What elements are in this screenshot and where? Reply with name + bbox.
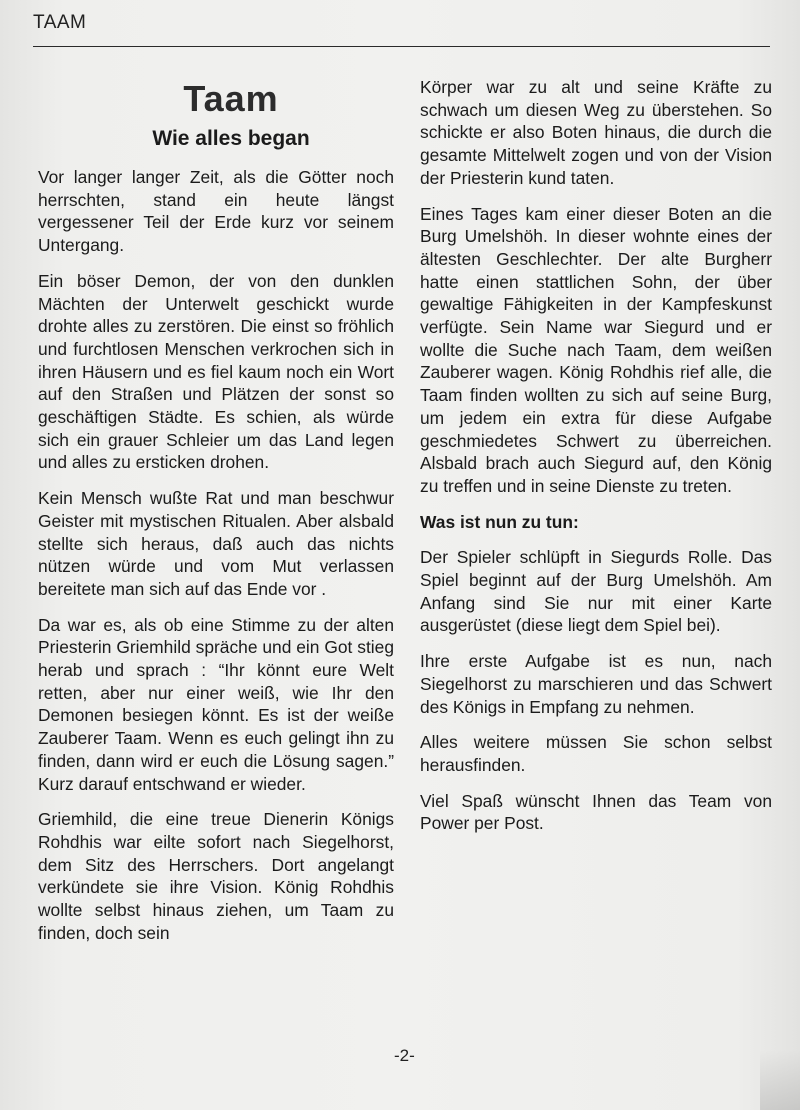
header-rule (33, 46, 770, 47)
paragraph: Ihre erste Aufgabe ist es nun, nach Siegelhorst zu marschieren und das Schwert des Königs in Empfang zu nehmen. (420, 651, 772, 717)
article-title: Taam (183, 78, 279, 119)
paragraph: Viel Spaß wünscht Ihnen das Team von Power per Post. (420, 790, 772, 834)
paragraph: Griemhild, die eine treue Dienerin Königs Rohdhis war eilte sofort nach Siegelhorst, dem Sitz des Herrschers. Dort angelangt verkündete sie ihre Vision. König Rohdhis wollte selbst hinaus ziehen, um Taam zu finden, doch sein (38, 809, 394, 943)
article-subtitle: Wie alles began (152, 127, 310, 150)
section-heading: Was ist nun zu tun: (420, 511, 579, 532)
right-column (420, 76, 772, 848)
paragraph: Da war es, als ob eine Stimme zu der alten Priesterin Griemhild spräche und ein Got stieg herab und sprach : “Ihr könnt eure Welt retten, aber nur einer weiß, wie Ihr den Demonen besiegen könnt. Es ist der weiße Zauberer Taam. Wenn es euch gelingt ihn zu finden, dann wird er euch die Lösung sagen.” Kurz darauf entschwand er wieder. (38, 614, 394, 794)
paragraph: Vor langer langer Zeit, als die Götter noch herrschten, stand ein heute längst vergessener Teil der Erde kurz vor seinem Untergang. (38, 167, 394, 256)
paragraph: Eines Tages kam einer dieser Boten an die Burg Umelshöh. In dieser wohnte eines der ältesten Geschlechter. Der alte Burgherr hatte einen stattlichen Sohn, der über gewaltige Fähigkeiten in der Kampfeskunst verfügte. Sein Name war Siegurd und er wollte die Suche nach Taam, dem weißen Zauberer wagen. König Rohdhis rief alle, die Taam finden wollten zu sich auf seine Burg, um jedem ein extra für diese Aufgabe geschmiedetes Schwert zu überreichen. Alsbald brach auch Siegurd auf, den König zu treffen und in seine Dienste zu treten. (420, 203, 772, 496)
running-header: TAAM (33, 12, 87, 33)
scan-edge-shadow (760, 1050, 800, 1110)
paragraph: Alles weitere müssen Sie schon selbst herausfinden. (420, 732, 772, 775)
page-number: -2- (394, 1046, 415, 1065)
paragraph: Ein böser Demon, der von den dunklen Mächten der Unterwelt geschickt wurde drohte alles zu zerstören. Die einst so fröhlich und furchtlosen Menschen verkrochen sich in ihren Häusern und es fiel kaum noch ein Wort auf den Straßen und Plätzen der sonst so geschäftigen Städte. Es schien, als würde sich ein grauer Schleier um das Land legen und alles zu ersticken drohen. (38, 270, 394, 473)
left-column (38, 72, 394, 958)
paragraph: Der Spieler schlüpft in Siegurds Rolle. Das Spiel beginnt auf der Burg Umelshöh. Am Anfang sind Sie nur mit einer Karte ausgerüstet (diese liegt dem Spiel bei). (420, 547, 772, 636)
paragraph: Körper war zu alt und seine Kräfte zu schwach um diesen Weg zu überstehen. So schickte er also Boten hinaus, die durch die gesamte Mittelwelt zogen und von der Vision der Priesterin kund taten. (420, 77, 772, 188)
paragraph: Kein Mensch wußte Rat und man beschwur Geister mit mystischen Ritualen. Aber alsbald stellte sich heraus, daß auch das nichts nützen würde und vom Mut verlassen bereitete man sich auf das Ende vor . (38, 488, 394, 599)
